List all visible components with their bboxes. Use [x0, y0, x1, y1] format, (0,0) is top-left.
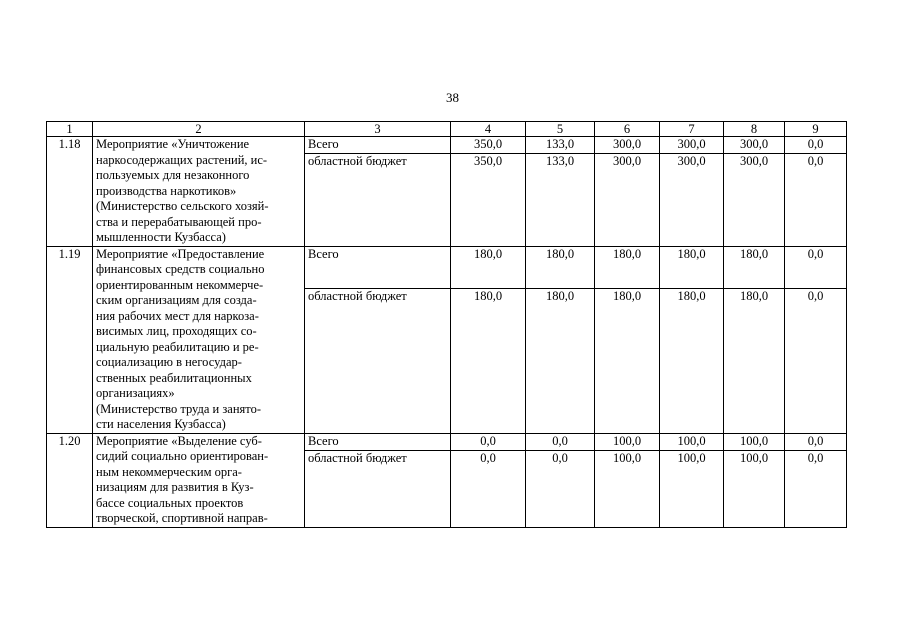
amount-cell: 0,0: [785, 450, 847, 527]
description-line: ственных реабилитационных: [96, 370, 252, 385]
header-cell: 8: [724, 122, 785, 137]
header-cell: 3: [305, 122, 451, 137]
amount-cell: 0,0: [785, 433, 847, 450]
amount-cell: 300,0: [595, 154, 660, 247]
amount-cell: 180,0: [451, 288, 526, 433]
amount-cell: 300,0: [660, 154, 724, 247]
description-line: мышленности Кузбасса): [96, 230, 226, 244]
description-line: пользуемых для незаконного: [96, 168, 250, 182]
amount-cell: 0,0: [526, 433, 595, 450]
page-number: 38: [446, 90, 459, 105]
header-cell: 2: [93, 122, 305, 137]
table-row: [47, 137, 847, 154]
amount-cell: 133,0: [526, 137, 595, 154]
description-line: висимых лиц, проходящих со-: [96, 324, 257, 338]
amount-cell: 180,0: [526, 246, 595, 288]
description-line: Мероприятие «Уничтожение: [96, 137, 250, 151]
description-line: социализацию в негосудар-: [96, 355, 242, 369]
amount-cell: 300,0: [595, 137, 660, 154]
funding-source: областной бюджет: [305, 450, 451, 527]
description-line: производства наркотиков»: [96, 183, 237, 198]
header-cell: 1: [47, 122, 93, 137]
description-line: ориентированным некоммерче-: [96, 277, 264, 292]
amount-cell: 100,0: [595, 433, 660, 450]
description-line: бассе социальных проектов: [96, 495, 244, 510]
description-line: ным некоммерческим орга-: [96, 464, 242, 479]
amount-cell: 180,0: [451, 246, 526, 288]
amount-cell: 180,0: [595, 288, 660, 433]
header-cell: 5: [526, 122, 595, 137]
amount-cell: 0,0: [526, 450, 595, 527]
amount-cell: 100,0: [595, 450, 660, 527]
amount-cell: 100,0: [724, 433, 785, 450]
table-header-row: [47, 122, 847, 137]
description-line: (Министерство труда и занято-: [96, 401, 262, 416]
amount-cell: 180,0: [724, 246, 785, 288]
amount-cell: 180,0: [724, 288, 785, 433]
header-cell: 7: [660, 122, 724, 137]
measure-code: 1.19: [47, 246, 93, 433]
amount-cell: 300,0: [724, 154, 785, 247]
description-line: наркосодержащих растений, ис-: [96, 152, 268, 167]
amount-cell: 180,0: [595, 246, 660, 288]
amount-cell: 100,0: [660, 450, 724, 527]
description-line: Мероприятие «Выделение суб-: [96, 433, 262, 448]
amount-cell: 0,0: [785, 154, 847, 247]
amount-cell: 300,0: [724, 137, 785, 154]
amount-cell: 180,0: [526, 288, 595, 433]
amount-cell: 0,0: [785, 137, 847, 154]
description-line: Мероприятие «Предоставление: [96, 246, 265, 261]
description-line: сти населения Кузбасса): [96, 417, 226, 431]
amount-cell: 180,0: [660, 246, 724, 288]
description-line: ским организациям для созда-: [96, 293, 257, 307]
measure-code: 1.20: [47, 433, 93, 527]
amount-cell: 350,0: [451, 154, 526, 247]
measure-description: [93, 433, 305, 527]
table-row: [47, 433, 847, 450]
funding-source: областной бюджет: [305, 288, 451, 433]
description-line: сидий социально ориентирован-: [96, 449, 269, 463]
amount-cell: 0,0: [451, 433, 526, 450]
measure-description: [93, 246, 305, 433]
header-cell: 9: [785, 122, 847, 137]
funding-source: Всего: [305, 137, 451, 154]
measure-description: [93, 137, 305, 247]
measure-code: 1.18: [47, 137, 93, 247]
header-cell: 6: [595, 122, 660, 137]
amount-cell: 0,0: [451, 450, 526, 527]
amount-cell: 0,0: [785, 246, 847, 288]
amount-cell: 100,0: [724, 450, 785, 527]
description-line: организациях»: [96, 386, 175, 400]
description-line: ства и перерабатывающей про-: [96, 214, 262, 229]
amount-cell: 100,0: [660, 433, 724, 450]
funding-source: Всего: [305, 433, 451, 450]
amount-cell: 180,0: [660, 288, 724, 433]
description-line: ния рабочих мест для наркоза-: [96, 308, 259, 323]
funding-source: областной бюджет: [305, 154, 451, 247]
description-line: творческой, спортивной направ-: [96, 511, 268, 525]
amount-cell: 350,0: [451, 137, 526, 154]
amount-cell: 300,0: [660, 137, 724, 154]
description-line: (Министерство сельского хозяй-: [96, 199, 269, 213]
description-line: финансовых средств социально: [96, 262, 265, 276]
funding-source: Всего: [305, 246, 451, 288]
description-line: циальную реабилитацию и ре-: [96, 339, 259, 354]
amount-cell: 0,0: [785, 288, 847, 433]
header-cell: 4: [451, 122, 526, 137]
description-line: низациям для развития в Куз-: [96, 480, 254, 494]
table-row: [47, 246, 847, 288]
budget-table: [46, 121, 847, 528]
amount-cell: 133,0: [526, 154, 595, 247]
